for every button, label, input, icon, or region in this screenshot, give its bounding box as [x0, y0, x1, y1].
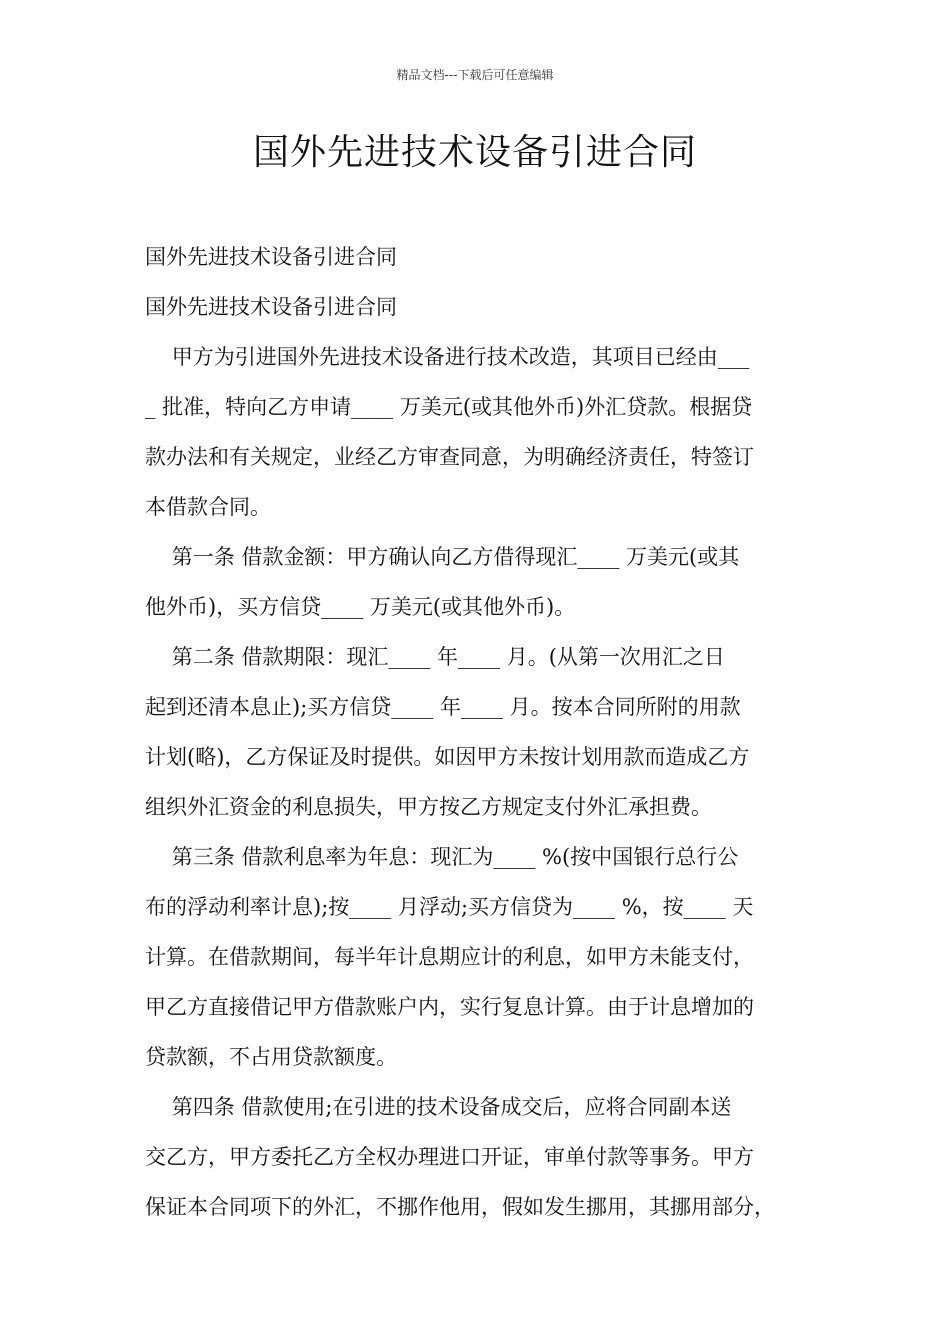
- body-line: 款办法和有关规定，业经乙方审查同意，为明确经济责任，特签订: [145, 445, 754, 469]
- body-line: 第一条 借款金额：甲方确认向乙方借得现汇____ 万美元(或其: [145, 545, 740, 569]
- body-line: 第三条 借款利息率为年息：现汇为____ %(按中国银行总行公: [145, 845, 739, 869]
- body-line: 交乙方，甲方委托乙方全权办理进口开证，审单付款等事务。甲方: [145, 1145, 754, 1169]
- header-note: 精品文档---下载后可任意编辑: [396, 68, 554, 82]
- document-title: 国外先进技术设备引进合同: [252, 132, 697, 173]
- body-line: 国外先进技术设备引进合同: [145, 295, 397, 319]
- document-body: [145, 232, 810, 1232]
- body-line: 起到还清本息止);买方信贷____ 年____ 月。按本合同所附的用款: [145, 695, 741, 719]
- body-line: 甲乙方直接借记甲方借款账户内，实行复息计算。由于计息增加的: [145, 995, 754, 1019]
- body-line: 本借款合同。: [145, 495, 271, 519]
- body-line: 组织外汇资金的利息损失，甲方按乙方规定支付外汇承担费。: [145, 795, 712, 819]
- body-line: 第四条 借款使用;在引进的技术设备成交后，应将合同副本送: [145, 1095, 732, 1119]
- body-line: 贷款额，不占用贷款额度。: [145, 1045, 397, 1069]
- body-line: 他外币)，买方信贷____ 万美元(或其他外币)。: [145, 595, 576, 619]
- body-line: 甲方为引进国外先进技术设备进行技术改造，其项目已经由___: [145, 345, 750, 369]
- body-line: 布的浮动利率计息);按____ 月浮动;买方信贷为____ %，按____ 天: [145, 895, 754, 919]
- body-line: 保证本合同项下的外汇，不挪作他用，假如发生挪用，其挪用部分，: [145, 1195, 775, 1219]
- body-line: 第二条 借款期限：现汇____ 年____ 月。(从第一次用汇之日: [145, 645, 725, 669]
- body-line: 计划(略)，乙方保证及时提供。如因甲方未按计划用款而造成乙方: [145, 745, 750, 769]
- body-line: 计算。在借款期间，每半年计息期应计的利息，如甲方未能支付，: [145, 945, 754, 969]
- body-line: _ 批准，特向乙方申请____ 万美元(或其他外币)外汇贷款。根据贷: [145, 395, 753, 419]
- body-line: 国外先进技术设备引进合同: [145, 245, 397, 269]
